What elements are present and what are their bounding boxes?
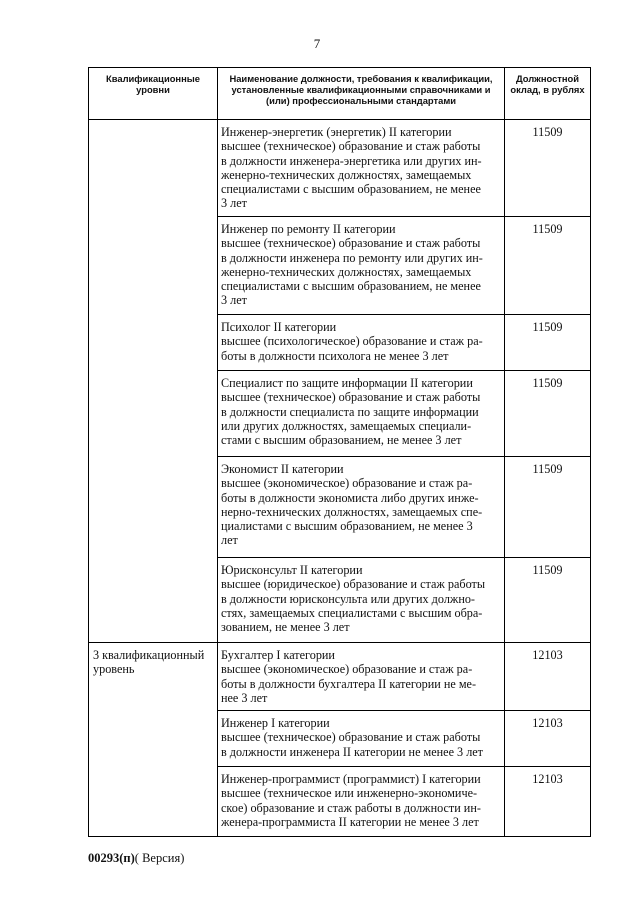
table-row xyxy=(89,643,591,711)
salary-value: 12103 xyxy=(505,767,591,837)
position-description: Инженер I категории высшее (техническое) образование и стаж работы в должности инженера II категории не менее 3 лет xyxy=(218,711,505,767)
table-row xyxy=(89,120,591,217)
table-header-row xyxy=(89,68,591,120)
document-version: ( Версия) xyxy=(134,851,185,865)
position-description: Психолог II категории высшее (психологическое) образование и стаж ра- боты в должности психолога не менее 3 лет xyxy=(218,315,505,371)
header-salary: Должностной оклад, в рублях xyxy=(505,68,591,120)
document-code: 00293(п) xyxy=(88,851,135,865)
salary-value: 11509 xyxy=(505,371,591,457)
salary-value: 11509 xyxy=(505,315,591,371)
position-description: Специалист по защите информации II категории высшее (техническое) образование и стаж работы в должности специалиста по защите информации или других должностях, замещаемых специали- стами с высшим образованием, не менее 3 лет xyxy=(218,371,505,457)
qualification-table xyxy=(88,67,591,837)
salary-value: 11509 xyxy=(505,217,591,315)
document-footer xyxy=(88,851,184,866)
position-description: Инженер-энергетик (энергетик) II категории высшее (техническое) образование и стаж работы в должности инженера-энергетика или других ин- женерно-технических должностях, замещаемых специалистами с высшим образованием, не менее 3 лет xyxy=(218,120,505,217)
header-position: Наименование должности, требования к квалификации, установленные квалификационными справочниками и (или) профессиональными стандартами xyxy=(218,68,505,120)
salary-value: 12103 xyxy=(505,711,591,767)
salary-value: 12103 xyxy=(505,643,591,711)
header-level: Квалификационные уровни xyxy=(89,68,218,120)
page-number: 7 xyxy=(313,36,321,51)
level-cell: 3 квалификационный уровень xyxy=(89,643,218,837)
position-description: Инженер-программист (программист) I категории высшее (техническое или инженерно-экономиче- ское) образование и стаж работы в должности ин- женера-программиста II категории не менее 3 лет xyxy=(218,767,505,837)
salary-value: 11509 xyxy=(505,558,591,643)
position-description: Бухгалтер I категории высшее (экономическое) образование и стаж ра- боты в должности бухгалтера II категории не ме- нее 3 лет xyxy=(218,643,505,711)
position-description: Инженер по ремонту II категории высшее (техническое) образование и стаж работы в должности инженера по ремонту или других ин- женерно-технических должностях, замещаемых специалистами с высшим образованием, не менее 3 лет xyxy=(218,217,505,315)
salary-value: 11509 xyxy=(505,120,591,217)
level-cell xyxy=(89,120,218,643)
position-description: Юрисконсульт II категории высшее (юридическое) образование и стаж работы в должности юрисконсульта или других должно- стях, замещаемых специалистами с высшим обра- зованием, не менее 3 лет xyxy=(218,558,505,643)
salary-value: 11509 xyxy=(505,457,591,558)
position-description: Экономист II категории высшее (экономическое) образование и стаж ра- боты в должности экономиста либо других инже- нерно-технических должностях, замещаемых спе- циалистами с высшим образованием, не менее 3 лет xyxy=(218,457,505,558)
